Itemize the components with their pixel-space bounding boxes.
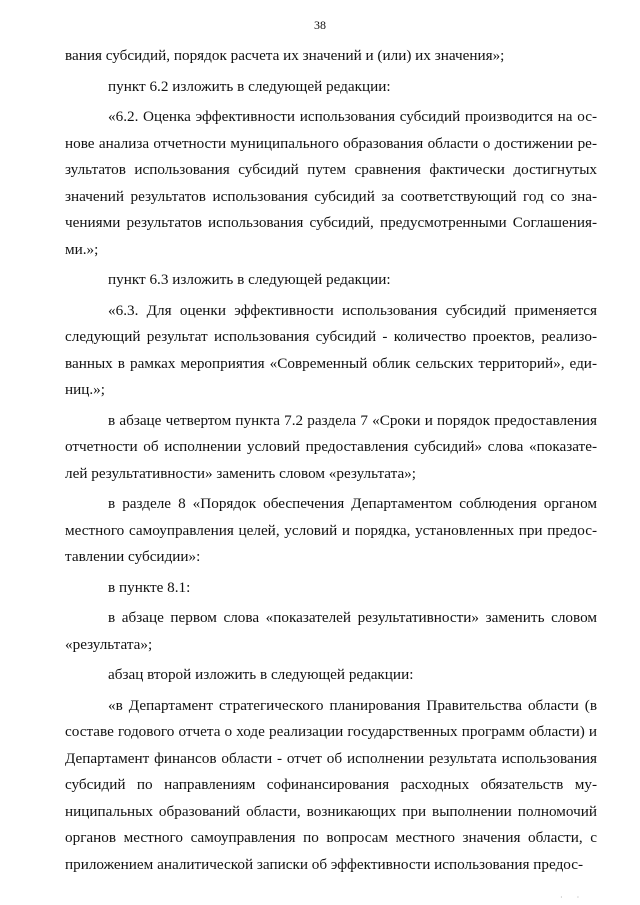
paragraph: «6.3. Для оценки эффективности использования субсидий применяется следующий результат использования субсидий - количество проектов, реализованных в рамках мероприятия «Современный облик сельских территорий», единиц.»; xyxy=(65,301,597,398)
scan-artifact-mark: · · xyxy=(560,893,586,902)
paragraph: пункт 6.2 изложить в следующей редакции: xyxy=(108,77,391,95)
paragraph: в абзаце четвертом пункта 7.2 раздела 7 «Сроки и порядок предоставления отчетности об исполнении условий предоставления субсидий» слова «показателей результативности» заменить словом «результата»; xyxy=(65,411,597,482)
paragraph: «в Департамент стратегического планирования Правительства области (в составе годового отчета о ходе реализации государственных программ области) и Департамент финансов области - отчет об исполнении результата использования субсидий по направлениям софинансирования расходных обязательств муниципальных образований области, возникающих при выполнении полномочий органов местного самоуправления по вопросам местного значения области, с приложением аналитической записки об эффективности использования предос- xyxy=(65,696,597,873)
paragraph: абзац второй изложить в следующей редакции: xyxy=(108,666,414,683)
paragraph: в пункте 8.1: xyxy=(108,578,191,596)
paragraph: в абзаце первом слова «показателей результативности» заменить словом «результата»; xyxy=(65,609,597,653)
document-body xyxy=(65,43,597,882)
paragraph: «6.2. Оценка эффективности использования субсидий производится на основе анализа отчетности муниципального образования области о достижении результатов использования субсидий путем сравнения фактически достигнутых значений результатов использования субсидий за соответствующий год со значениями результатов использования субсидий, предусмотренными Соглашениями.»; xyxy=(65,108,597,258)
paragraph: вания субсидий, порядок расчета их значений и (или) их значения»; xyxy=(65,47,505,64)
page-number: 38 xyxy=(314,18,326,32)
paragraph: пункт 6.3 изложить в следующей редакции: xyxy=(108,271,391,288)
paragraph: в разделе 8 «Порядок обеспечения Департаментом соблюдения органом местного самоуправления целей, условий и порядка, установленных при предоставлении субсидии»: xyxy=(65,495,597,565)
